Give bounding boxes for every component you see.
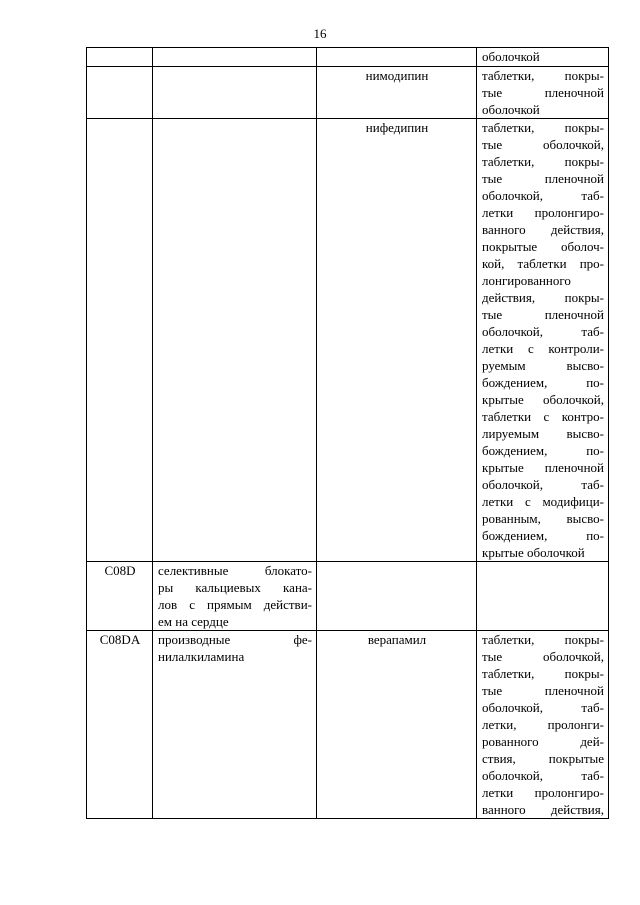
cell-text-line: таблетки, покры- (482, 120, 604, 135)
cell-text-line: кой, таблетки про- (482, 256, 604, 271)
cell-text-line: ры кальциевых кана- (158, 580, 312, 595)
dosage-form-cell (477, 48, 609, 67)
drug-name-cell (317, 48, 477, 67)
cell-text-line: крытые пленочной (482, 460, 604, 475)
drug-table (86, 47, 609, 819)
table-row (87, 562, 609, 631)
cell-text-line: лонгированного (482, 273, 571, 288)
cell-text-line: тые оболочкой, (482, 649, 604, 664)
cell-text-line: летки, пролонги- (482, 717, 604, 732)
cell-text-line: оболочкой (482, 102, 540, 117)
table-row (87, 67, 609, 119)
group-cell (153, 631, 317, 819)
cell-text-line: покрытые оболоч- (482, 239, 604, 254)
atc-code-cell: C08D (87, 562, 153, 631)
drug-name-cell: нифедипин (317, 119, 477, 562)
cell-text-line: крытые оболочкой, (482, 392, 604, 407)
atc-code-cell (87, 48, 153, 67)
cell-text-line: ем на сердце (158, 614, 229, 629)
cell-text-line: таблетки с контро- (482, 409, 604, 424)
cell-text-line: нилалкиламина (158, 649, 245, 664)
cell-text-line: ванного действия, (482, 802, 604, 817)
cell-text-line: оболочкой, таб- (482, 477, 604, 492)
cell-text-line: тые пленочной (482, 171, 604, 186)
atc-code-cell (87, 67, 153, 119)
dosage-form-cell (477, 631, 609, 819)
cell-text-line: таблетки, покры- (482, 632, 604, 647)
cell-text-line: ствия, покрытые (482, 751, 604, 766)
group-cell (153, 562, 317, 631)
cell-text-line: тые оболочкой, (482, 137, 604, 152)
dosage-form-cell (477, 119, 609, 562)
cell-text-line: тые пленочной (482, 683, 604, 698)
cell-text-line: оболочкой, таб- (482, 768, 604, 783)
cell-text-line: оболочкой, таб- (482, 188, 604, 203)
cell-text-line: тые пленочной (482, 85, 604, 100)
cell-text-line: действия, покры- (482, 290, 604, 305)
cell-text-line: оболочкой (482, 49, 540, 64)
drug-name-cell (317, 562, 477, 631)
cell-text-line: оболочкой, таб- (482, 324, 604, 339)
cell-text-line: производные фе- (158, 632, 312, 647)
group-cell (153, 48, 317, 67)
group-cell (153, 119, 317, 562)
cell-text-line: рованным, высво- (482, 511, 604, 526)
cell-text-line: таблетки, покры- (482, 68, 604, 83)
cell-text-line: летки пролонгиро- (482, 785, 604, 800)
cell-text-line: бождением, по- (482, 443, 604, 458)
cell-text-line: руемым высво- (482, 358, 604, 373)
table-row (87, 48, 609, 67)
cell-text-line: оболочкой, таб- (482, 700, 604, 715)
dosage-form-cell (477, 562, 609, 631)
drug-name-cell: верапамил (317, 631, 477, 819)
cell-text-line: бождением, по- (482, 375, 604, 390)
atc-code-cell: C08DA (87, 631, 153, 819)
cell-text-line: таблетки, покры- (482, 666, 604, 681)
cell-text-line: крытые оболочкой (482, 545, 585, 560)
cell-text-line: лируемым высво- (482, 426, 604, 441)
drug-name-cell: нимодипин (317, 67, 477, 119)
cell-text-line: тые пленочной (482, 307, 604, 322)
table-row (87, 631, 609, 819)
cell-text-line: рованного дей- (482, 734, 604, 749)
cell-text-line: летки с модифици- (482, 494, 604, 509)
cell-text-line: летки с контроли- (482, 341, 604, 356)
cell-text-line: ванного действия, (482, 222, 604, 237)
table-row (87, 119, 609, 562)
atc-code-cell (87, 119, 153, 562)
cell-text-line: таблетки, покры- (482, 154, 604, 169)
group-cell (153, 67, 317, 119)
cell-text-line: лов с прямым действи- (158, 597, 312, 612)
cell-text-line: селективные блокато- (158, 563, 312, 578)
table-body (87, 48, 609, 819)
page-number: 16 (313, 26, 327, 41)
cell-text-line: летки пролонгиро- (482, 205, 604, 220)
dosage-form-cell (477, 67, 609, 119)
cell-text-line: бождением, по- (482, 528, 604, 543)
